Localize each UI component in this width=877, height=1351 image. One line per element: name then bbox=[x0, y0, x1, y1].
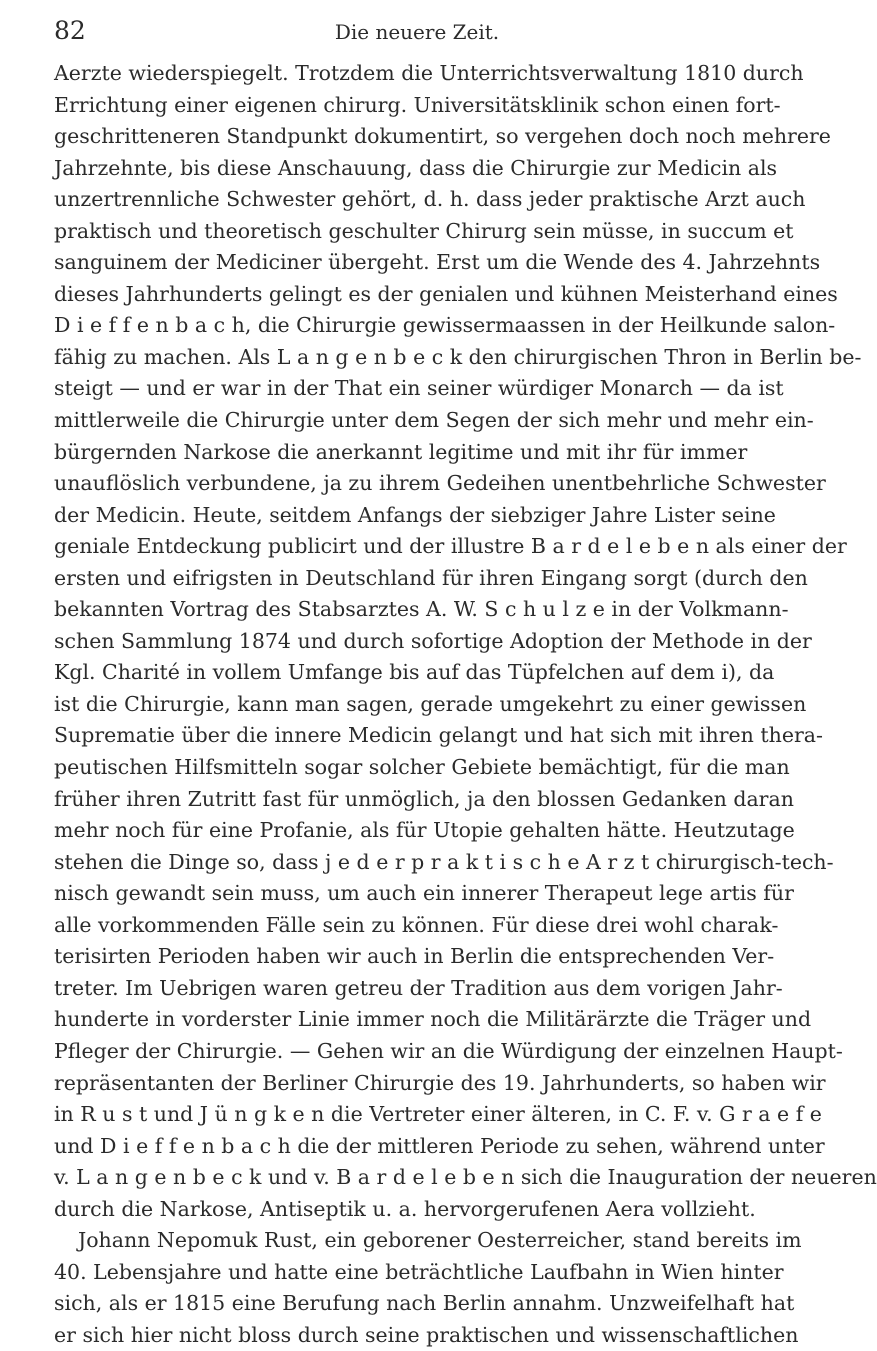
text-line: ersten und eifrigsten in Deutschland für ihren Eingang sorgt (durch den bbox=[54, 565, 808, 590]
text-line: schen Sammlung 1874 und durch sofortige Adoption der Methode in der bbox=[54, 628, 812, 653]
text-line: alle vorkommenden Fälle sein zu können. Für diese drei wohl charak- bbox=[54, 912, 779, 937]
text-line: Johann Nepomuk Rust, ein geborener Oesterreicher, stand bereits im bbox=[78, 1228, 802, 1253]
text-line: mehr noch für eine Profanie, als für Utopie gehalten hätte. Heutzutage bbox=[54, 818, 795, 843]
text-line: geschritteneren Standpunkt dokumentirt, so vergehen doch noch mehrere bbox=[54, 124, 831, 149]
text-line: Suprematie über die innere Medicin gelangt und hat sich mit ihren thera- bbox=[54, 723, 823, 748]
text-line: und D i e f f e n b a c h die der mittleren Periode zu sehen, während unter bbox=[54, 1133, 825, 1158]
text-line: früher ihren Zutritt fast für unmöglich, ja den blossen Gedanken daran bbox=[54, 786, 794, 811]
text-line: unzertrennliche Schwester gehört, d. h. dass jeder praktische Arzt auch bbox=[54, 187, 806, 212]
text-line: Errichtung einer eigenen chirurg. Universitätsklinik schon einen fort- bbox=[54, 92, 781, 117]
running-title: Die neuere Zeit. bbox=[334, 20, 500, 44]
page-header bbox=[54, 16, 744, 46]
text-line: stehen die Dinge so, dass j e d e r p r a k t i s c h e A r z t chirurgisch-tech- bbox=[54, 849, 834, 874]
text-line: treter. Im Uebrigen waren getreu der Tradition aus dem vorigen Jahr- bbox=[54, 975, 783, 1000]
text-line: er sich hier nicht bloss durch seine praktischen und wissenschaftlichen bbox=[54, 1322, 799, 1347]
page-number: 82 bbox=[54, 16, 86, 45]
text-line: praktisch und theoretisch geschulter Chirurg sein müsse, in succum et bbox=[54, 218, 794, 243]
text-line: unauflöslich verbundene, ja zu ihrem Gedeihen unentbehrliche Schwester bbox=[54, 471, 826, 496]
text-line: terisirten Perioden haben wir auch in Berlin die entsprechenden Ver- bbox=[54, 944, 775, 969]
text-line: peutischen Hilfsmitteln sogar solcher Gebiete bemächtigt, für die man bbox=[54, 755, 790, 780]
text-line: 40. Lebensjahre und hatte eine beträchtliche Laufbahn in Wien hinter bbox=[54, 1259, 784, 1284]
body-text bbox=[54, 58, 877, 1351]
text-line: in R u s t und J ü n g k e n die Vertreter einer älteren, in C. F. v. G r a e f e bbox=[54, 1102, 822, 1127]
text-line: Aerzte wiederspiegelt. Trotzdem die Unterrichtsverwaltung 1810 durch bbox=[54, 61, 804, 85]
text-line: Pfleger der Chirurgie. — Gehen wir an die Würdigung der einzelnen Haupt- bbox=[54, 1038, 843, 1063]
text-line: D i e f f e n b a c h, die Chirurgie gewissermaassen in der Heilkunde salon- bbox=[54, 313, 836, 338]
text-line: Jahrzehnte, bis diese Anschauung, dass die Chirurgie zur Medicin als bbox=[54, 155, 778, 180]
text-line: fähig zu machen. Als L a n g e n b e c k den chirurgischen Thron in Berlin be- bbox=[54, 344, 862, 369]
text-line: mittlerweile die Chirurgie unter dem Segen der sich mehr und mehr ein- bbox=[54, 408, 814, 433]
text-line: sich, als er 1815 eine Berufung nach Berlin annahm. Unzweifelhaft hat bbox=[54, 1291, 795, 1316]
text-line: hunderte in vorderster Linie immer noch die Militärärzte die Träger und bbox=[54, 1007, 812, 1032]
text-line: sanguinem der Mediciner übergeht. Erst um die Wende des 4. Jahrzehnts bbox=[54, 250, 821, 275]
text-line: bürgernden Narkose die anerkannt legitime und mit ihr für immer bbox=[54, 439, 748, 464]
text-line: steigt — und er war in der That ein seiner würdiger Monarch — da ist bbox=[54, 376, 784, 401]
text-line: repräsentanten der Berliner Chirurgie des 19. Jahrhunderts, so haben wir bbox=[54, 1070, 826, 1095]
text-line: durch die Narkose, Antiseptik u. a. hervorgerufenen Aera vollzieht. bbox=[54, 1196, 756, 1221]
text-line: ist die Chirurgie, kann man sagen, gerade umgekehrt zu einer gewissen bbox=[54, 691, 807, 716]
text-line: v. L a n g e n b e c k und v. B a r d e l e b e n sich die Inauguration der neueren bbox=[54, 1165, 877, 1190]
text-line: dieses Jahrhunderts gelingt es der genialen und kühnen Meisterhand eines bbox=[54, 281, 838, 306]
text-line: geniale Entdeckung publicirt und der illustre B a r d e l e b e n als einer der bbox=[54, 534, 847, 559]
text-line: nisch gewandt sein muss, um auch ein innerer Therapeut lege artis für bbox=[54, 881, 794, 906]
text-line: Kgl. Charité in vollem Umfange bis auf das Tüpfelchen auf dem i), da bbox=[54, 660, 775, 685]
text-line: bekannten Vortrag des Stabsarztes A. W. S c h u l z e in der Volkmann- bbox=[54, 597, 789, 622]
text-line: der Medicin. Heute, seitdem Anfangs der siebziger Jahre Lister seine bbox=[54, 502, 776, 527]
